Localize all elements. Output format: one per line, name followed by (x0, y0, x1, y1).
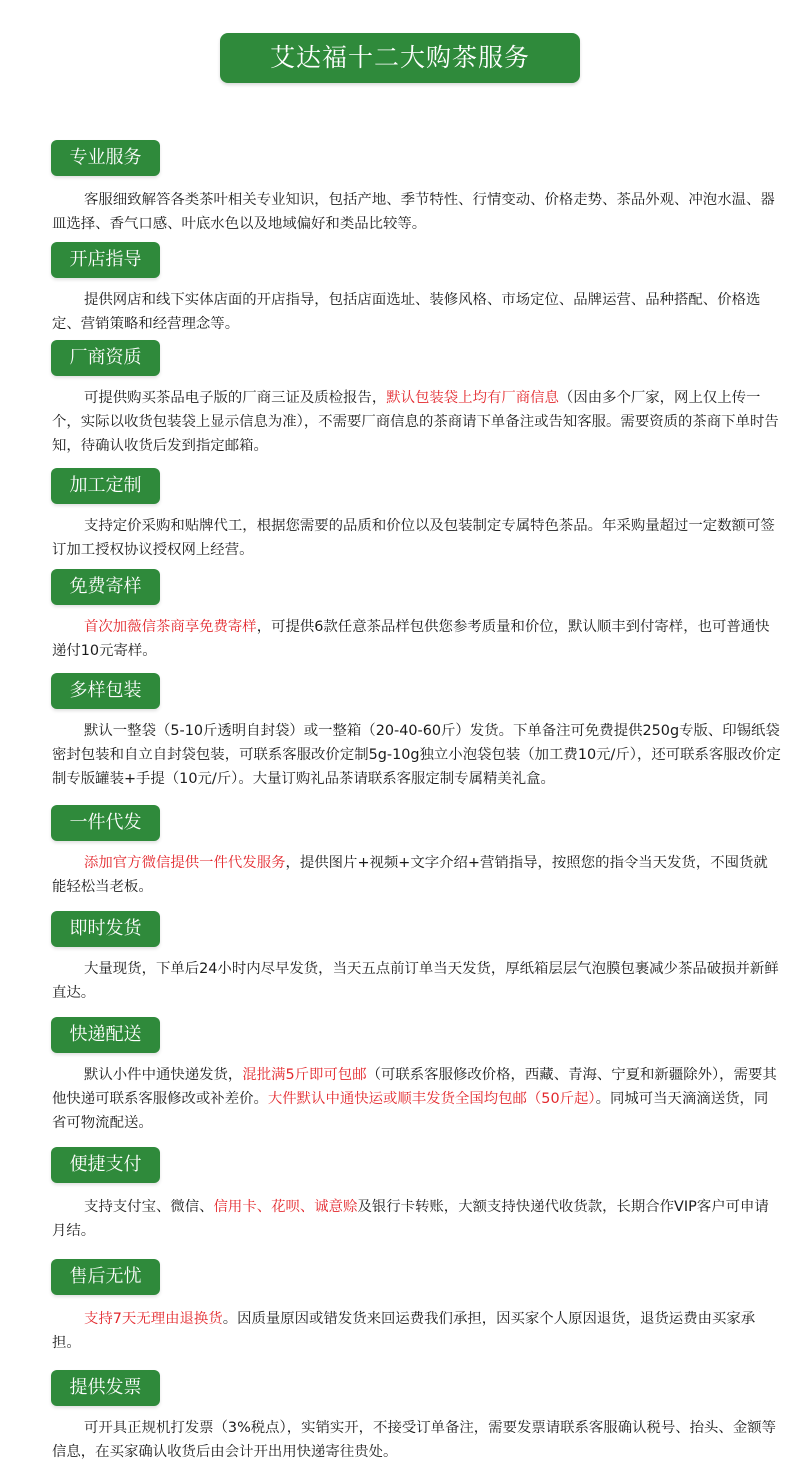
text-segment: ，提供图片+视频+文字介绍+营销指导，按照您的指令当天发货，不囤货就能轻松当老板。 (52, 855, 768, 895)
text-segment: 及银行卡转账，大额支持快递代收货款，长期合作VIP客户可申请月结。 (52, 1199, 769, 1239)
text-segment: ，可提供6款任意茶品样包供您参考质量和价位，默认顺丰到付寄样，也可普通快递付10元寄样。 (52, 619, 770, 659)
text-segment: 可开具正规机打发票（3%税点），实销实开，不接受订单备注，需要发票请联系客服确认税号、抬头、金额等信息，在买家确认收货后由会计开出用快递寄往贵处。 (52, 1420, 776, 1460)
section-description (52, 288, 782, 336)
page-title: 艾达福十二大购茶服务 (220, 33, 580, 83)
highlight-text: 大件默认中通快运或顺丰发货全国均包邮（50斤起） (267, 1091, 596, 1107)
text-segment: 默认一整袋（5-10斤透明自封袋）或一整箱（20-40-60斤）发货。下单备注可免费提供250g专版、印锡纸袋密封包装和自立自封袋包装，可联系客服改价定制5g-10g独立小泡袋包装（加工费10元/斤），还可联系客服改价定制专版罐装+手提（10元/斤）。大量订购礼品茶请联系客服定制专属精美礼盒。 (52, 723, 781, 787)
section-badge: 专业服务 (51, 140, 160, 176)
section-description (52, 851, 782, 899)
highlight-text: 支持7天无理由退换货 (84, 1311, 223, 1327)
text-segment: 可提供购买茶品电子版的厂商三证及质检报告， (84, 390, 387, 406)
text-segment: 。同城可当天滴滴送货，同省可物流配送。 (52, 1091, 769, 1131)
text-segment: （可联系客服修改价格，西藏、青海、宁夏和新疆除外），需要其他快递可联系客服修改或补差价。 (52, 1067, 777, 1107)
section-description (52, 957, 782, 1005)
section-description (52, 1195, 782, 1243)
section-description (52, 719, 782, 791)
section-badge: 免费寄样 (51, 569, 160, 605)
section-description (52, 1063, 782, 1135)
section-description (52, 1416, 782, 1464)
text-segment: 支持支付宝、微信、 (84, 1199, 214, 1215)
section-badge: 一件代发 (51, 805, 160, 841)
section-badge: 提供发票 (51, 1370, 160, 1406)
section-badge: 加工定制 (51, 468, 160, 504)
section-badge: 即时发货 (51, 911, 160, 947)
highlight-text: 添加官方微信提供一件代发服务 (84, 855, 286, 871)
section-description (52, 188, 782, 236)
highlight-text: 信用卡、花呗、诚意赊 (213, 1199, 358, 1215)
section-description (52, 615, 782, 663)
section-description (52, 514, 782, 562)
section-badge: 开店指导 (51, 242, 160, 278)
text-segment: 客服细致解答各类茶叶相关专业知识，包括产地、季节特性、行情变动、价格走势、茶品外观、冲泡水温、器皿选择、香气口感、叶底水色以及地域偏好和类品比较等。 (52, 192, 775, 232)
section-badge: 厂商资质 (51, 340, 160, 376)
section-badge: 多样包装 (51, 673, 160, 709)
text-segment: （因由多个厂家，网上仅上传一个，实际以收货包装袋上显示信息为准），不需要厂商信息的茶商请下单备注或告知客服。需要资质的茶商下单时告知，待确认收货后发到指定邮箱。 (52, 390, 779, 454)
section-badge: 便捷支付 (51, 1147, 160, 1183)
text-segment: 提供网店和线下实体店面的开店指导，包括店面选址、装修风格、市场定位、品牌运营、品种搭配、价格选定、营销策略和经营理念等。 (52, 292, 761, 332)
section-description (52, 1307, 782, 1355)
text-segment: 默认小件中通快递发货， (84, 1067, 243, 1083)
text-segment: 。因质量原因或错发货来回运费我们承担，因买家个人原因退货，退货运费由买家承担。 (52, 1311, 756, 1351)
highlight-text: 首次加薇信茶商享免费寄样 (84, 619, 257, 635)
text-segment: 支持定价采购和贴牌代工，根据您需要的品质和价位以及包装制定专属特色茶品。年采购量超过一定数额可签订加工授权协议授权网上经营。 (52, 518, 775, 558)
highlight-text: 默认包装袋上均有厂商信息 (386, 390, 559, 406)
text-segment: 大量现货，下单后24小时内尽早发货，当天五点前订单当天发货，厚纸箱层层气泡膜包裹减少茶品破损并新鲜直达。 (52, 961, 779, 1001)
section-badge: 快递配送 (51, 1017, 160, 1053)
highlight-text: 混批满5斤即可包邮 (242, 1067, 367, 1083)
section-description (52, 386, 782, 458)
section-badge: 售后无忧 (51, 1259, 160, 1295)
